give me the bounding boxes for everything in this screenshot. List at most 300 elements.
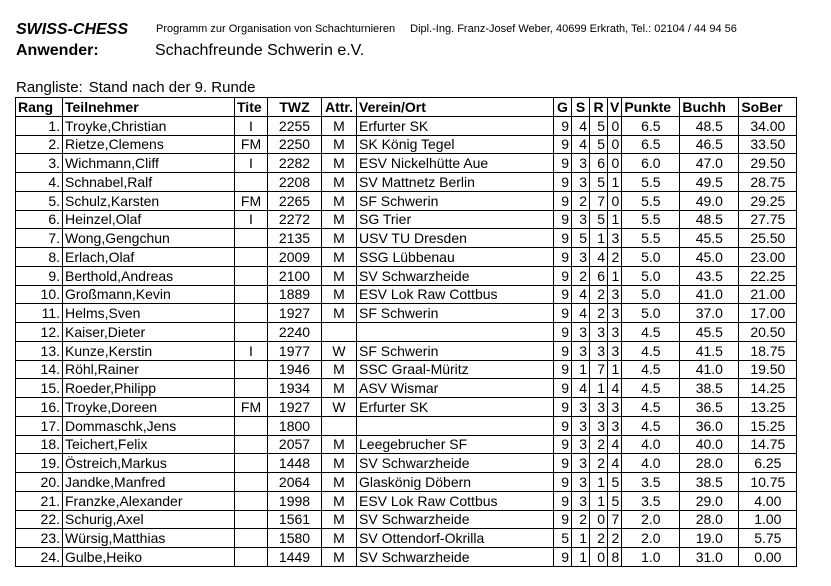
cell-sober: 10.75: [739, 473, 797, 492]
column-header-r: R: [590, 98, 608, 117]
cell-s: 3: [572, 435, 590, 454]
cell-attr: M: [322, 510, 357, 529]
cell-g: 9: [554, 416, 572, 435]
cell-twz: 1998: [268, 491, 322, 510]
cell-verein: SF Schwerin: [357, 191, 554, 210]
cell-verein: ESV Nickelhütte Aue: [357, 154, 554, 173]
cell-verein: [357, 323, 554, 342]
table-row: [16, 341, 797, 360]
cell-attr: [322, 323, 357, 342]
cell-sober: 4.00: [739, 491, 797, 510]
cell-rang: 6.: [16, 210, 63, 229]
cell-punkte: 5.5: [622, 229, 680, 248]
cell-g: 9: [554, 398, 572, 417]
cell-verein: ESV Lok Raw Cottbus: [357, 285, 554, 304]
cell-s: 1: [572, 529, 590, 548]
caption-label: Rangliste:: [16, 79, 83, 96]
cell-s: 3: [572, 454, 590, 473]
cell-buchh: 36.0: [680, 416, 739, 435]
cell-titel: [235, 304, 268, 323]
cell-rang: 15.: [16, 379, 63, 398]
cell-punkte: 4.0: [622, 454, 680, 473]
cell-teilnehmer: Kunze,Kerstin: [63, 341, 235, 360]
cell-v: 7: [608, 510, 622, 529]
cell-g: 5: [554, 529, 572, 548]
cell-rang: 14.: [16, 360, 63, 379]
table-row: [16, 266, 797, 285]
table-row: [16, 116, 797, 135]
cell-buchh: 28.0: [680, 454, 739, 473]
cell-s: 3: [572, 473, 590, 492]
cell-rang: 18.: [16, 435, 63, 454]
cell-attr: M: [322, 548, 357, 567]
cell-titel: [235, 229, 268, 248]
cell-r: 2: [590, 435, 608, 454]
cell-sober: 25.50: [739, 229, 797, 248]
cell-teilnehmer: Franzke,Alexander: [63, 491, 235, 510]
cell-attr: M: [322, 454, 357, 473]
cell-sober: 17.00: [739, 304, 797, 323]
cell-g: 9: [554, 116, 572, 135]
cell-buchh: 37.0: [680, 304, 739, 323]
cell-attr: M: [322, 435, 357, 454]
cell-v: 1: [608, 266, 622, 285]
cell-titel: I: [235, 210, 268, 229]
cell-rang: 4.: [16, 173, 63, 192]
cell-titel: [235, 416, 268, 435]
cell-teilnehmer: Jandke,Manfred: [63, 473, 235, 492]
cell-verein: ESV Lok Raw Cottbus: [357, 491, 554, 510]
cell-r: 0: [590, 510, 608, 529]
cell-v: 1: [608, 360, 622, 379]
cell-g: 9: [554, 323, 572, 342]
cell-twz: 1889: [268, 285, 322, 304]
cell-punkte: 4.0: [622, 435, 680, 454]
cell-buchh: 48.5: [680, 210, 739, 229]
cell-buchh: 29.0: [680, 491, 739, 510]
cell-v: 3: [608, 285, 622, 304]
cell-v: 0: [608, 191, 622, 210]
column-header-teilnehmer: Teilnehmer: [63, 98, 235, 117]
cell-teilnehmer: Roeder,Philipp: [63, 379, 235, 398]
cell-titel: I: [235, 154, 268, 173]
cell-g: 9: [554, 154, 572, 173]
cell-s: 3: [572, 248, 590, 267]
cell-g: 9: [554, 379, 572, 398]
cell-twz: 1449: [268, 548, 322, 567]
cell-r: 6: [590, 154, 608, 173]
cell-buchh: 19.0: [680, 529, 739, 548]
cell-v: 0: [608, 154, 622, 173]
cell-verein: Leegebrucher SF: [357, 435, 554, 454]
cell-r: 3: [590, 398, 608, 417]
cell-punkte: 4.5: [622, 323, 680, 342]
cell-s: 1: [572, 548, 590, 567]
cell-r: 7: [590, 360, 608, 379]
cell-attr: M: [322, 210, 357, 229]
cell-sober: 5.75: [739, 529, 797, 548]
program-author: Dipl.-Ing. Franz-Josef Weber, 40699 Erkrath, Tel.: 02104 / 44 94 56: [410, 23, 737, 35]
cell-buchh: 45.5: [680, 323, 739, 342]
cell-teilnehmer: Dommaschk,Jens: [63, 416, 235, 435]
table-row: [16, 454, 797, 473]
column-header-sober: SoBer: [739, 98, 797, 117]
cell-punkte: 5.5: [622, 210, 680, 229]
cell-r: 2: [590, 529, 608, 548]
ranking-caption: [16, 79, 256, 96]
cell-attr: M: [322, 116, 357, 135]
cell-g: 9: [554, 248, 572, 267]
cell-punkte: 5.5: [622, 191, 680, 210]
cell-s: 4: [572, 116, 590, 135]
cell-teilnehmer: Würsig,Matthias: [63, 529, 235, 548]
cell-titel: [235, 529, 268, 548]
cell-verein: USV TU Dresden: [357, 229, 554, 248]
cell-twz: 2272: [268, 210, 322, 229]
cell-twz: 2255: [268, 116, 322, 135]
cell-buchh: 49.5: [680, 173, 739, 192]
cell-v: 1: [608, 173, 622, 192]
cell-titel: FM: [235, 398, 268, 417]
cell-r: 2: [590, 304, 608, 323]
cell-titel: [235, 173, 268, 192]
cell-titel: [235, 248, 268, 267]
cell-s: 4: [572, 285, 590, 304]
cell-teilnehmer: Rietze,Clemens: [63, 135, 235, 154]
cell-verein: Glaskönig Döbern: [357, 473, 554, 492]
cell-s: 3: [572, 173, 590, 192]
cell-g: 9: [554, 266, 572, 285]
cell-titel: [235, 548, 268, 567]
table-row: [16, 285, 797, 304]
column-header-v: V: [608, 98, 622, 117]
cell-verein: SV Ottendorf-Okrilla: [357, 529, 554, 548]
cell-v: 0: [608, 116, 622, 135]
cell-v: 3: [608, 341, 622, 360]
cell-titel: [235, 266, 268, 285]
cell-v: 3: [608, 323, 622, 342]
cell-r: 4: [590, 248, 608, 267]
cell-attr: W: [322, 398, 357, 417]
cell-rang: 1.: [16, 116, 63, 135]
cell-teilnehmer: Heinzel,Olaf: [63, 210, 235, 229]
cell-r: 0: [590, 548, 608, 567]
cell-punkte: 2.0: [622, 510, 680, 529]
cell-sober: 14.75: [739, 435, 797, 454]
cell-verein: SV Schwarzheide: [357, 266, 554, 285]
cell-sober: 19.50: [739, 360, 797, 379]
cell-g: 9: [554, 491, 572, 510]
cell-titel: [235, 379, 268, 398]
column-header-buchh: Buchh: [680, 98, 739, 117]
cell-titel: [235, 510, 268, 529]
cell-attr: M: [322, 473, 357, 492]
cell-rang: 22.: [16, 510, 63, 529]
cell-punkte: 3.5: [622, 491, 680, 510]
cell-s: 2: [572, 266, 590, 285]
cell-s: 2: [572, 191, 590, 210]
cell-attr: M: [322, 248, 357, 267]
cell-r: 1: [590, 229, 608, 248]
cell-twz: 2240: [268, 323, 322, 342]
cell-g: 9: [554, 135, 572, 154]
cell-punkte: 4.5: [622, 379, 680, 398]
cell-sober: 34.00: [739, 116, 797, 135]
cell-r: 2: [590, 454, 608, 473]
column-header-punkte: Punkte: [622, 98, 680, 117]
cell-buchh: 46.5: [680, 135, 739, 154]
cell-v: 4: [608, 379, 622, 398]
column-header-twz: TWZ: [268, 98, 322, 117]
cell-g: 9: [554, 191, 572, 210]
cell-attr: M: [322, 529, 357, 548]
cell-s: 3: [572, 416, 590, 435]
cell-twz: 1800: [268, 416, 322, 435]
cell-r: 3: [590, 323, 608, 342]
cell-rang: 11.: [16, 304, 63, 323]
cell-sober: 14.25: [739, 379, 797, 398]
cell-rang: 10.: [16, 285, 63, 304]
cell-verein: ASV Wismar: [357, 379, 554, 398]
cell-buchh: 41.5: [680, 341, 739, 360]
cell-rang: 17.: [16, 416, 63, 435]
cell-twz: 2282: [268, 154, 322, 173]
column-header-s: S: [572, 98, 590, 117]
cell-verein: SV Schwarzheide: [357, 548, 554, 567]
program-info: [156, 23, 737, 35]
cell-teilnehmer: Schurig,Axel: [63, 510, 235, 529]
cell-teilnehmer: Schnabel,Ralf: [63, 173, 235, 192]
cell-s: 4: [572, 304, 590, 323]
cell-verein: SV Schwarzheide: [357, 510, 554, 529]
cell-r: 6: [590, 266, 608, 285]
cell-titel: FM: [235, 191, 268, 210]
program-description: Programm zur Organisation von Schachturnieren: [156, 23, 396, 35]
cell-v: 3: [608, 229, 622, 248]
cell-rang: 19.: [16, 454, 63, 473]
table-row: [16, 248, 797, 267]
cell-v: 4: [608, 454, 622, 473]
column-header-titel: Tite: [235, 98, 268, 117]
cell-sober: 18.75: [739, 341, 797, 360]
cell-sober: 1.00: [739, 510, 797, 529]
table-row: [16, 398, 797, 417]
cell-verein: [357, 416, 554, 435]
cell-r: 1: [590, 379, 608, 398]
table-row: [16, 360, 797, 379]
cell-verein: SV Schwarzheide: [357, 454, 554, 473]
table-row: [16, 304, 797, 323]
table-row: [16, 135, 797, 154]
cell-buchh: 41.0: [680, 285, 739, 304]
table-row: [16, 435, 797, 454]
cell-sober: 13.25: [739, 398, 797, 417]
cell-g: 9: [554, 341, 572, 360]
cell-v: 1: [608, 210, 622, 229]
cell-attr: M: [322, 266, 357, 285]
cell-attr: M: [322, 229, 357, 248]
cell-punkte: 4.5: [622, 360, 680, 379]
cell-verein: Erfurter SK: [357, 398, 554, 417]
cell-g: 9: [554, 473, 572, 492]
cell-twz: 2057: [268, 435, 322, 454]
cell-rang: 9.: [16, 266, 63, 285]
cell-twz: 1946: [268, 360, 322, 379]
cell-teilnehmer: Berthold,Andreas: [63, 266, 235, 285]
cell-v: 2: [608, 529, 622, 548]
cell-sober: 0.00: [739, 548, 797, 567]
cell-teilnehmer: Wichmann,Cliff: [63, 154, 235, 173]
cell-punkte: 6.5: [622, 135, 680, 154]
cell-twz: 2208: [268, 173, 322, 192]
user-label: Anwender:: [16, 42, 99, 59]
cell-verein: SSG Lübbenau: [357, 248, 554, 267]
cell-teilnehmer: Erlach,Olaf: [63, 248, 235, 267]
cell-punkte: 1.0: [622, 548, 680, 567]
cell-attr: M: [322, 379, 357, 398]
cell-rang: 20.: [16, 473, 63, 492]
cell-s: 3: [572, 398, 590, 417]
cell-r: 7: [590, 191, 608, 210]
table-row: [16, 529, 797, 548]
cell-teilnehmer: Gulbe,Heiko: [63, 548, 235, 567]
cell-r: 2: [590, 285, 608, 304]
cell-sober: 29.50: [739, 154, 797, 173]
cell-buchh: 43.5: [680, 266, 739, 285]
cell-buchh: 40.0: [680, 435, 739, 454]
program-name: SWISS-CHESS: [16, 21, 129, 38]
cell-v: 3: [608, 416, 622, 435]
cell-g: 9: [554, 304, 572, 323]
cell-punkte: 6.5: [622, 116, 680, 135]
cell-buchh: 45.5: [680, 229, 739, 248]
cell-verein: SK König Tegel: [357, 135, 554, 154]
table-body: [16, 116, 797, 566]
cell-sober: 27.75: [739, 210, 797, 229]
cell-r: 5: [590, 210, 608, 229]
cell-r: 5: [590, 135, 608, 154]
cell-twz: 1448: [268, 454, 322, 473]
cell-attr: M: [322, 491, 357, 510]
cell-twz: 2135: [268, 229, 322, 248]
cell-buchh: 49.0: [680, 191, 739, 210]
cell-v: 3: [608, 398, 622, 417]
column-header-rang: Rang: [16, 98, 63, 117]
cell-twz: 1977: [268, 341, 322, 360]
cell-buchh: 45.0: [680, 248, 739, 267]
cell-titel: [235, 360, 268, 379]
cell-teilnehmer: Helms,Sven: [63, 304, 235, 323]
table-header: [16, 98, 797, 117]
cell-g: 9: [554, 229, 572, 248]
cell-buchh: 47.0: [680, 154, 739, 173]
cell-v: 2: [608, 248, 622, 267]
cell-verein: SV Mattnetz Berlin: [357, 173, 554, 192]
cell-r: 3: [590, 416, 608, 435]
table-row: [16, 154, 797, 173]
ranking-table: [15, 97, 797, 567]
cell-rang: 2.: [16, 135, 63, 154]
cell-titel: I: [235, 341, 268, 360]
cell-r: 5: [590, 173, 608, 192]
cell-sober: 20.50: [739, 323, 797, 342]
cell-titel: [235, 473, 268, 492]
cell-attr: W: [322, 341, 357, 360]
cell-teilnehmer: Großmann,Kevin: [63, 285, 235, 304]
cell-s: 5: [572, 229, 590, 248]
cell-sober: 33.50: [739, 135, 797, 154]
cell-verein: SF Schwerin: [357, 304, 554, 323]
cell-sober: 29.25: [739, 191, 797, 210]
cell-g: 9: [554, 210, 572, 229]
cell-v: 5: [608, 491, 622, 510]
cell-punkte: 5.0: [622, 304, 680, 323]
cell-attr: [322, 416, 357, 435]
caption-status: Stand nach der 9. Runde: [88, 79, 256, 96]
cell-rang: 7.: [16, 229, 63, 248]
table-row: [16, 210, 797, 229]
cell-buchh: 41.0: [680, 360, 739, 379]
cell-twz: 2250: [268, 135, 322, 154]
cell-rang: 3.: [16, 154, 63, 173]
cell-sober: 6.25: [739, 454, 797, 473]
cell-g: 9: [554, 454, 572, 473]
cell-sober: 15.25: [739, 416, 797, 435]
column-header-verein: Verein/Ort: [357, 98, 554, 117]
cell-punkte: 4.5: [622, 341, 680, 360]
cell-teilnehmer: Wong,Gengchun: [63, 229, 235, 248]
cell-teilnehmer: Röhl,Rainer: [63, 360, 235, 379]
cell-s: 3: [572, 491, 590, 510]
cell-sober: 21.00: [739, 285, 797, 304]
cell-buchh: 31.0: [680, 548, 739, 567]
cell-s: 1: [572, 360, 590, 379]
cell-s: 3: [572, 154, 590, 173]
cell-rang: 24.: [16, 548, 63, 567]
cell-twz: 2064: [268, 473, 322, 492]
cell-g: 9: [554, 285, 572, 304]
cell-punkte: 3.5: [622, 473, 680, 492]
cell-g: 9: [554, 510, 572, 529]
cell-titel: [235, 323, 268, 342]
cell-twz: 1561: [268, 510, 322, 529]
cell-verein: SF Schwerin: [357, 341, 554, 360]
cell-g: 9: [554, 173, 572, 192]
cell-rang: 13.: [16, 341, 63, 360]
user-name: Schachfreunde Schwerin e.V.: [155, 42, 365, 59]
cell-g: 9: [554, 435, 572, 454]
column-header-g: G: [554, 98, 572, 117]
cell-twz: 1927: [268, 398, 322, 417]
cell-titel: [235, 285, 268, 304]
cell-titel: [235, 435, 268, 454]
cell-sober: 23.00: [739, 248, 797, 267]
cell-teilnehmer: Troyke,Christian: [63, 116, 235, 135]
table-row: [16, 510, 797, 529]
cell-r: 1: [590, 491, 608, 510]
cell-punkte: 5.5: [622, 173, 680, 192]
column-header-attr: Attr.: [322, 98, 357, 117]
cell-v: 4: [608, 435, 622, 454]
cell-g: 9: [554, 548, 572, 567]
cell-attr: M: [322, 360, 357, 379]
cell-twz: 2100: [268, 266, 322, 285]
cell-attr: M: [322, 154, 357, 173]
cell-r: 5: [590, 116, 608, 135]
cell-titel: [235, 491, 268, 510]
cell-buchh: 36.5: [680, 398, 739, 417]
cell-twz: 2265: [268, 191, 322, 210]
